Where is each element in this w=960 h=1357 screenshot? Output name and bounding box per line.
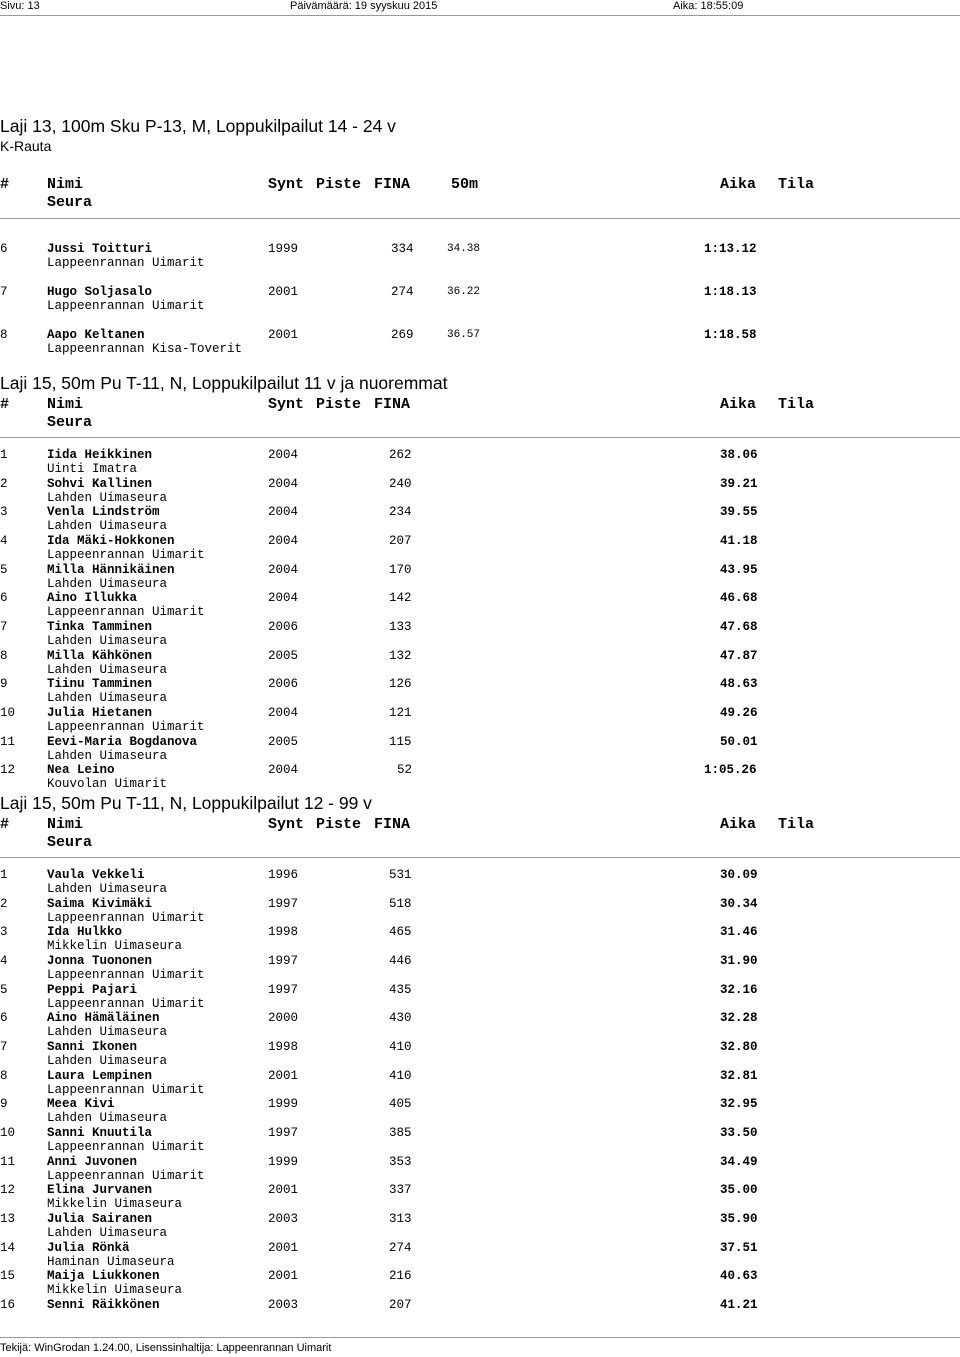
result-place: 8 bbox=[0, 1069, 8, 1083]
final-time: 39.21 bbox=[720, 477, 758, 491]
final-time: 35.90 bbox=[720, 1212, 758, 1226]
birth-year: 2004 bbox=[268, 534, 299, 548]
col-tila: Tila bbox=[778, 176, 815, 193]
club-name: Lahden Uimaseura bbox=[47, 1054, 168, 1068]
final-time: 34.49 bbox=[720, 1155, 758, 1169]
result-place: 11 bbox=[0, 1155, 16, 1169]
fina-points: 240 bbox=[389, 477, 412, 491]
col-tila: Tila bbox=[778, 396, 815, 413]
club-name: Lahden Uimaseura bbox=[47, 1111, 168, 1125]
club-name: Lahden Uimaseura bbox=[47, 1226, 168, 1240]
swimmer-name: Senni Räikkönen bbox=[47, 1298, 160, 1312]
fina-points: 337 bbox=[389, 1183, 412, 1197]
fina-points: 313 bbox=[389, 1212, 412, 1226]
birth-year: 2006 bbox=[268, 620, 299, 634]
club-name: Mikkelin Uimaseura bbox=[47, 1197, 183, 1211]
fina-points: 142 bbox=[389, 591, 412, 605]
fina-points: 410 bbox=[389, 1069, 412, 1083]
final-time: 46.68 bbox=[720, 591, 758, 605]
final-time: 48.63 bbox=[720, 677, 758, 691]
event-15b-column-header bbox=[0, 816, 960, 852]
birth-year: 2001 bbox=[268, 1241, 299, 1255]
birth-year: 2001 bbox=[268, 1269, 299, 1283]
club-name: Lahden Uimaseura bbox=[47, 749, 168, 763]
event-13-column-header bbox=[0, 176, 960, 212]
final-time: 31.46 bbox=[720, 925, 758, 939]
club-name: Lappeenrannan Uimarit bbox=[47, 720, 205, 734]
footer-divider bbox=[0, 1337, 960, 1338]
result-place: 13 bbox=[0, 1212, 16, 1226]
final-time: 1:18.58 bbox=[704, 328, 757, 342]
birth-year: 2001 bbox=[268, 1069, 299, 1083]
birth-year: 1997 bbox=[268, 983, 299, 997]
club-name: Lappeenrannan Uimarit bbox=[47, 548, 205, 562]
print-date: Päivämäärä: 19 syyskuu 2015 bbox=[290, 0, 438, 12]
fina-points: 274 bbox=[389, 1241, 412, 1255]
result-place: 3 bbox=[0, 505, 8, 519]
fina-points: 385 bbox=[389, 1126, 412, 1140]
swimmer-name: Iida Heikkinen bbox=[47, 448, 153, 462]
final-time: 30.34 bbox=[720, 897, 758, 911]
swimmer-name: Venla Lindström bbox=[47, 505, 160, 519]
birth-year: 1997 bbox=[268, 954, 299, 968]
fina-points: 216 bbox=[389, 1269, 412, 1283]
result-place: 12 bbox=[0, 1183, 16, 1197]
fina-points: 430 bbox=[389, 1011, 412, 1025]
event-15b-header-divider bbox=[0, 857, 960, 858]
fina-points: 269 bbox=[391, 328, 414, 342]
birth-year: 2001 bbox=[268, 285, 299, 299]
fina-points: 115 bbox=[389, 735, 412, 749]
swimmer-name: Meea Kivi bbox=[47, 1097, 115, 1111]
fina-points: 207 bbox=[389, 1298, 412, 1312]
fina-points: 518 bbox=[389, 897, 412, 911]
col-aika: Aika bbox=[720, 816, 757, 833]
result-place: 7 bbox=[0, 620, 8, 634]
final-time: 50.01 bbox=[720, 735, 758, 749]
swimmer-name: Elina Jurvanen bbox=[47, 1183, 153, 1197]
club-name: Lahden Uimaseura bbox=[47, 691, 168, 705]
club-name: Lappeenrannan Uimarit bbox=[47, 256, 205, 270]
birth-year: 1996 bbox=[268, 868, 299, 882]
col-tila: Tila bbox=[778, 816, 815, 833]
col-place: # bbox=[0, 176, 10, 193]
result-place: 9 bbox=[0, 677, 8, 691]
swimmer-name: Aapo Keltanen bbox=[47, 328, 145, 342]
result-place: 6 bbox=[0, 591, 8, 605]
swimmer-name: Peppi Pajari bbox=[47, 983, 138, 997]
result-place: 4 bbox=[0, 534, 8, 548]
club-name: Lappeenrannan Uimarit bbox=[47, 1169, 205, 1183]
birth-year: 2005 bbox=[268, 735, 299, 749]
swimmer-name: Tiinu Tamminen bbox=[47, 677, 153, 691]
result-place: 8 bbox=[0, 328, 8, 342]
birth-year: 2004 bbox=[268, 563, 299, 577]
result-place: 10 bbox=[0, 706, 16, 720]
club-name: Lappeenrannan Uimarit bbox=[47, 911, 205, 925]
fina-points: 262 bbox=[389, 448, 412, 462]
club-name: Lahden Uimaseura bbox=[47, 663, 168, 677]
result-place: 10 bbox=[0, 1126, 16, 1140]
final-time: 37.51 bbox=[720, 1241, 758, 1255]
club-name: Lappeenrannan Uimarit bbox=[47, 1083, 205, 1097]
result-place: 2 bbox=[0, 477, 8, 491]
col-fina: FINA bbox=[374, 816, 411, 833]
result-place: 12 bbox=[0, 763, 16, 777]
final-time: 1:05.26 bbox=[704, 763, 757, 777]
swimmer-name: Milla Kähkönen bbox=[47, 649, 153, 663]
col-synt: Synt bbox=[268, 396, 305, 413]
club-name: Mikkelin Uimaseura bbox=[47, 1283, 183, 1297]
result-place: 4 bbox=[0, 954, 8, 968]
result-place: 14 bbox=[0, 1241, 16, 1255]
result-place: 2 bbox=[0, 897, 8, 911]
col-club: Seura bbox=[47, 834, 93, 851]
birth-year: 2003 bbox=[268, 1298, 299, 1312]
swimmer-name: Saima Kivimäki bbox=[47, 897, 153, 911]
birth-year: 2004 bbox=[268, 706, 299, 720]
birth-year: 2006 bbox=[268, 677, 299, 691]
swimmer-name: Laura Lempinen bbox=[47, 1069, 153, 1083]
fina-points: 531 bbox=[389, 868, 412, 882]
col-name: Nimi bbox=[47, 816, 84, 833]
birth-year: 1999 bbox=[268, 242, 299, 256]
event-15a-title: Laji 15, 50m Pu T-11, N, Loppukilpailut 11 v ja nuoremmat bbox=[0, 373, 448, 393]
final-time: 47.68 bbox=[720, 620, 758, 634]
swimmer-name: Ida Mäki-Hokkonen bbox=[47, 534, 175, 548]
fina-points: 274 bbox=[391, 285, 414, 299]
club-name: Lappeenrannan Uimarit bbox=[47, 605, 205, 619]
club-name: Lappeenrannan Uimarit bbox=[47, 299, 205, 313]
fina-points: 126 bbox=[389, 677, 412, 691]
fina-points: 133 bbox=[389, 620, 412, 634]
fina-points: 52 bbox=[397, 763, 413, 777]
split-time: 36.22 bbox=[447, 286, 481, 298]
result-place: 1 bbox=[0, 448, 8, 462]
birth-year: 2001 bbox=[268, 328, 299, 342]
col-fina: FINA bbox=[374, 176, 411, 193]
fina-points: 334 bbox=[391, 242, 414, 256]
swimmer-name: Sanni Knuutila bbox=[47, 1126, 153, 1140]
swimmer-name: Tinka Tamminen bbox=[47, 620, 153, 634]
event-15a-header-divider bbox=[0, 437, 960, 438]
fina-points: 234 bbox=[389, 505, 412, 519]
col-name: Nimi bbox=[47, 396, 84, 413]
col-synt: Synt bbox=[268, 176, 305, 193]
page-footer: Tekijä: WinGrodan 1.24.00, Lisenssinhaltija: Lappeenrannan Uimarit bbox=[0, 1342, 332, 1354]
result-place: 7 bbox=[0, 1040, 8, 1054]
club-name: Lahden Uimaseura bbox=[47, 491, 168, 505]
fina-points: 207 bbox=[389, 534, 412, 548]
birth-year: 2003 bbox=[268, 1212, 299, 1226]
birth-year: 2001 bbox=[268, 1183, 299, 1197]
final-time: 32.81 bbox=[720, 1069, 758, 1083]
fina-points: 465 bbox=[389, 925, 412, 939]
swimmer-name: Vaula Vekkeli bbox=[47, 868, 145, 882]
final-time: 31.90 bbox=[720, 954, 758, 968]
birth-year: 2004 bbox=[268, 448, 299, 462]
final-time: 39.55 bbox=[720, 505, 758, 519]
result-place: 9 bbox=[0, 1097, 8, 1111]
col-synt: Synt bbox=[268, 816, 305, 833]
swimmer-name: Jussi Toitturi bbox=[47, 242, 153, 256]
fina-points: 121 bbox=[389, 706, 412, 720]
birth-year: 2004 bbox=[268, 477, 299, 491]
result-place: 6 bbox=[0, 242, 8, 256]
birth-year: 1999 bbox=[268, 1155, 299, 1169]
fina-points: 405 bbox=[389, 1097, 412, 1111]
final-time: 41.21 bbox=[720, 1298, 758, 1312]
result-place: 5 bbox=[0, 563, 8, 577]
col-aika: Aika bbox=[720, 396, 757, 413]
fina-points: 353 bbox=[389, 1155, 412, 1169]
final-time: 32.80 bbox=[720, 1040, 758, 1054]
club-name: Lahden Uimaseura bbox=[47, 577, 168, 591]
result-place: 15 bbox=[0, 1269, 16, 1283]
col-club: Seura bbox=[47, 414, 93, 431]
col-piste: Piste bbox=[316, 816, 362, 833]
col-name: Nimi bbox=[47, 176, 84, 193]
result-place: 3 bbox=[0, 925, 8, 939]
col-piste: Piste bbox=[316, 396, 362, 413]
swimmer-name: Jonna Tuononen bbox=[47, 954, 153, 968]
swimmer-name: Julia Sairanen bbox=[47, 1212, 153, 1226]
event-13-title: Laji 13, 100m Sku P-13, M, Loppukilpailut 14 - 24 v bbox=[0, 116, 396, 136]
final-time: 33.50 bbox=[720, 1126, 758, 1140]
club-name: Lappeenrannan Uimarit bbox=[47, 968, 205, 982]
club-name: Lahden Uimaseura bbox=[47, 882, 168, 896]
result-place: 7 bbox=[0, 285, 8, 299]
print-time: Aika: 18:55:09 bbox=[673, 0, 744, 12]
birth-year: 2000 bbox=[268, 1011, 299, 1025]
club-name: Uinti Imatra bbox=[47, 462, 138, 476]
final-time: 38.06 bbox=[720, 448, 758, 462]
col-piste: Piste bbox=[316, 176, 362, 193]
club-name: Lappeenrannan Uimarit bbox=[47, 997, 205, 1011]
birth-year: 2004 bbox=[268, 505, 299, 519]
col-fina: FINA bbox=[374, 396, 411, 413]
col-place: # bbox=[0, 396, 10, 413]
page-header bbox=[0, 0, 960, 14]
final-time: 49.26 bbox=[720, 706, 758, 720]
split-time: 36.57 bbox=[447, 329, 481, 341]
result-place: 6 bbox=[0, 1011, 8, 1025]
club-name: Lahden Uimaseura bbox=[47, 1025, 168, 1039]
result-place: 16 bbox=[0, 1298, 16, 1312]
col-place: # bbox=[0, 816, 10, 833]
fina-points: 435 bbox=[389, 983, 412, 997]
birth-year: 2004 bbox=[268, 591, 299, 605]
fina-points: 446 bbox=[389, 954, 412, 968]
result-place: 8 bbox=[0, 649, 8, 663]
fina-points: 410 bbox=[389, 1040, 412, 1054]
final-time: 41.18 bbox=[720, 534, 758, 548]
header-divider bbox=[0, 15, 960, 16]
swimmer-name: Aino Illukka bbox=[47, 591, 138, 605]
birth-year: 1997 bbox=[268, 1126, 299, 1140]
final-time: 32.95 bbox=[720, 1097, 758, 1111]
birth-year: 1998 bbox=[268, 1040, 299, 1054]
event-13-sponsor: K-Rauta bbox=[0, 138, 52, 154]
swimmer-name: Hugo Soljasalo bbox=[47, 285, 153, 299]
col-split: 50m bbox=[451, 176, 479, 193]
club-name: Lappeenrannan Uimarit bbox=[47, 1140, 205, 1154]
club-name: Mikkelin Uimaseura bbox=[47, 939, 183, 953]
final-time: 32.28 bbox=[720, 1011, 758, 1025]
result-place: 1 bbox=[0, 868, 8, 882]
split-time: 34.38 bbox=[447, 243, 481, 255]
swimmer-name: Julia Hietanen bbox=[47, 706, 153, 720]
fina-points: 132 bbox=[389, 649, 412, 663]
swimmer-name: Sohvi Kallinen bbox=[47, 477, 153, 491]
result-place: 5 bbox=[0, 983, 8, 997]
final-time: 43.95 bbox=[720, 563, 758, 577]
swimmer-name: Sanni Ikonen bbox=[47, 1040, 138, 1054]
swimmer-name: Eevi-Maria Bogdanova bbox=[47, 735, 198, 749]
page-number: Sivu: 13 bbox=[0, 0, 40, 12]
final-time: 30.09 bbox=[720, 868, 758, 882]
birth-year: 1997 bbox=[268, 897, 299, 911]
birth-year: 1999 bbox=[268, 1097, 299, 1111]
swimmer-name: Milla Hännikäinen bbox=[47, 563, 175, 577]
fina-points: 170 bbox=[389, 563, 412, 577]
final-time: 35.00 bbox=[720, 1183, 758, 1197]
event-15b-title: Laji 15, 50m Pu T-11, N, Loppukilpailut 12 - 99 v bbox=[0, 793, 372, 813]
final-time: 32.16 bbox=[720, 983, 758, 997]
birth-year: 2005 bbox=[268, 649, 299, 663]
swimmer-name: Anni Juvonen bbox=[47, 1155, 138, 1169]
event-15a-column-header bbox=[0, 396, 960, 432]
final-time: 47.87 bbox=[720, 649, 758, 663]
club-name: Lappeenrannan Kisa-Toverit bbox=[47, 342, 243, 356]
final-time: 40.63 bbox=[720, 1269, 758, 1283]
club-name: Lahden Uimaseura bbox=[47, 634, 168, 648]
final-time: 1:13.12 bbox=[704, 242, 757, 256]
final-time: 1:18.13 bbox=[704, 285, 757, 299]
swimmer-name: Aino Hämäläinen bbox=[47, 1011, 160, 1025]
col-club: Seura bbox=[47, 194, 93, 211]
swimmer-name: Nea Leino bbox=[47, 763, 115, 777]
club-name: Haminan Uimaseura bbox=[47, 1255, 175, 1269]
swimmer-name: Julia Rönkä bbox=[47, 1241, 130, 1255]
birth-year: 2004 bbox=[268, 763, 299, 777]
club-name: Lahden Uimaseura bbox=[47, 519, 168, 533]
event-13-header-divider bbox=[0, 218, 960, 219]
club-name: Kouvolan Uimarit bbox=[47, 777, 168, 791]
birth-year: 1998 bbox=[268, 925, 299, 939]
result-place: 11 bbox=[0, 735, 16, 749]
col-aika: Aika bbox=[720, 176, 757, 193]
swimmer-name: Ida Hulkko bbox=[47, 925, 123, 939]
swimmer-name: Maija Liukkonen bbox=[47, 1269, 160, 1283]
